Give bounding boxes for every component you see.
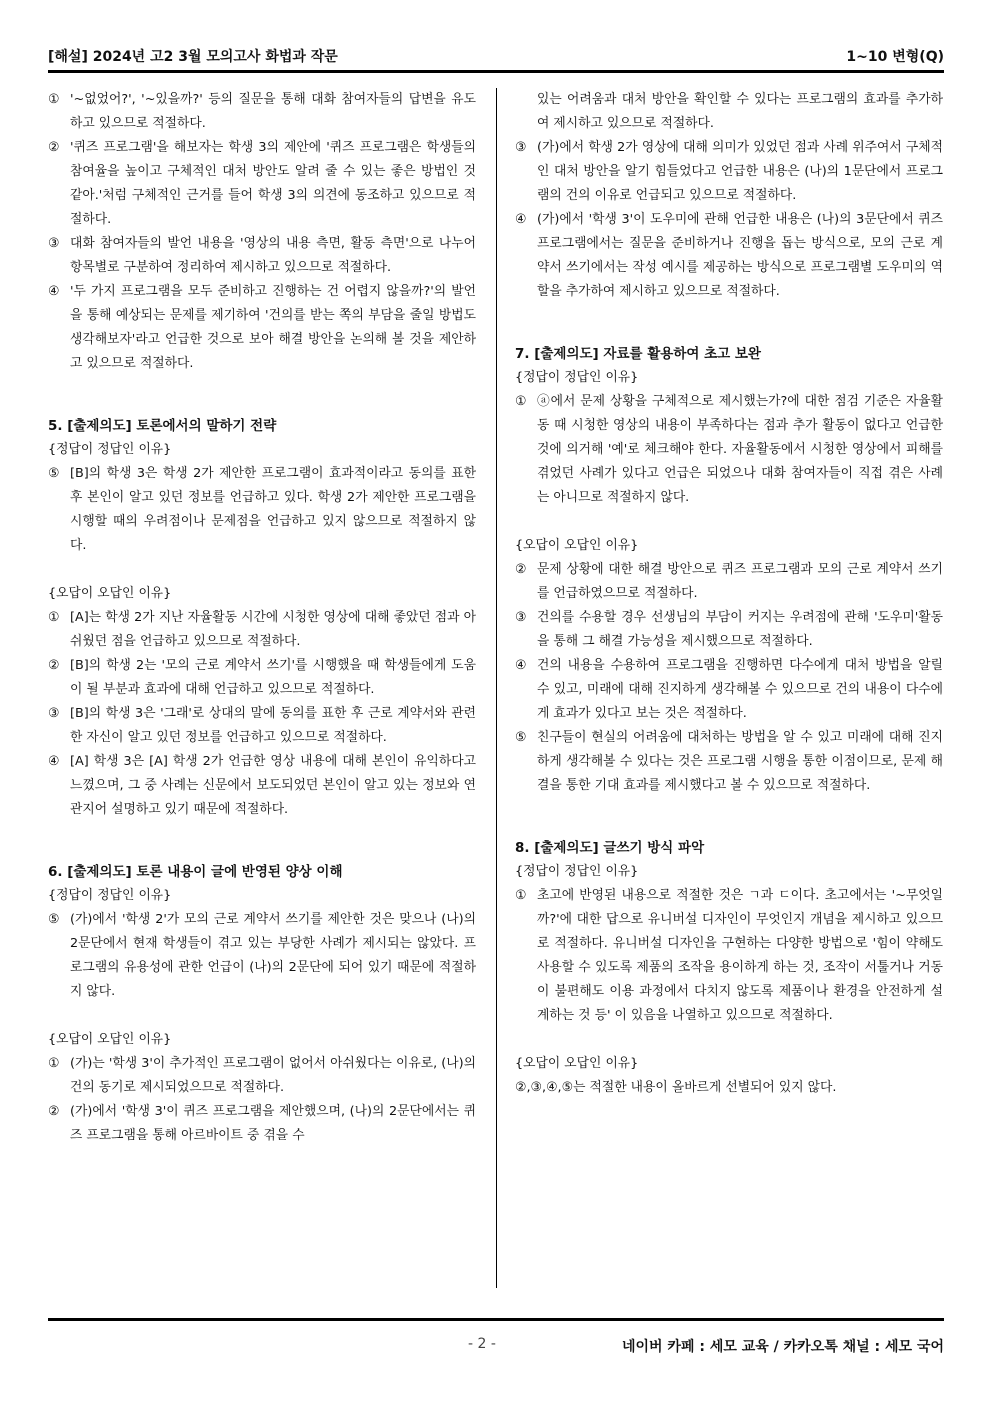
- list-item: ③ 건의를 수용할 경우 선생님의 부담이 커지는 우려점에 관해 '도우미'활동을 통해 그 해결 가능성을 제시했으므로 적절하다.: [515, 610, 943, 649]
- list-item: ③ 대화 참여자들의 발언 내용을 '영상의 내용 측면, 활동 측면'으로 나누어 항목별로 구분하여 정리하여 제시하고 있으므로 적절하다.: [48, 236, 476, 275]
- column-divider: [496, 88, 497, 1288]
- list-item: ② (가)에서 '학생 3'이 퀴즈 프로그램을 제안했으며, (나)의 2문단에서는 퀴즈 프로그램을 통해 아르바이트 중 겪을 수: [48, 1104, 476, 1143]
- section-title: 5. [출제의도] 토론에서의 말하기 전략: [48, 418, 277, 434]
- channel-info: 네이버 카페 : 세모 교육 / 카카오톡 채널 : 세모 국어: [621, 1339, 944, 1355]
- page-header: [48, 40, 944, 68]
- header-rule: [48, 70, 944, 73]
- page-number: - 2 -: [468, 1336, 496, 1352]
- section-title: 6. [출제의도] 토론 내용이 글에 반영된 양상 이해: [48, 864, 343, 880]
- subheading: {오답이 오답인 이유}: [48, 1032, 172, 1047]
- subheading: {정답이 정답인 이유}: [48, 442, 172, 457]
- left-column: [48, 88, 476, 1148]
- list-item: ① '~없었어?', '~있을까?' 등의 질문을 통해 대화 참여자들의 답변을 유도하고 있으므로 적절하다.: [48, 92, 476, 131]
- footer-rule: [48, 1318, 944, 1321]
- list-item: ① [A]는 학생 2가 지난 자율활동 시간에 시청한 영상에 대해 좋았던 점과 아쉬웠던 점을 언급하고 있으므로 적절하다.: [48, 610, 476, 649]
- list-item: ⑤ [B]의 학생 3은 학생 2가 제안한 프로그램이 효과적이라고 동의를 표한 후 본인이 알고 있던 정보를 언급하고 있다. 학생 2가 제안한 프로그램을 시행할 때의 우려점이나 문제점을 언급하고 있지 않으므로 적절하지 않다.: [48, 466, 476, 553]
- list-item: ① ⓐ에서 문제 상황을 구체적으로 제시했는가?에 대한 점검 기준은 자율활동 때 시청한 영상의 내용이 부족하다는 점과 추가 활동이 없다고 언급한 것에 의거해 '예'로 체크해야 한다. 자율활동에서 시청한 영상에서 피해를 겪었던 사례가 있다고 언급은 되었으나 대화 참여자들이 직접 겪은 사례는 아니므로 적절하지 않다.: [515, 394, 943, 505]
- wrong-answer-note: ②,③,④,⑤는 적절한 내용이 올바르게 선별되어 있지 않다.: [515, 1080, 837, 1095]
- page-footer: [48, 1336, 944, 1360]
- list-item: ④ 건의 내용을 수용하여 프로그램을 진행하면 다수에게 대처 방법을 알릴 수 있고, 미래에 대해 진지하게 생각해볼 수 있으므로 건의 내용이 다수에게 효과가 있다고 보는 것은 적절하다.: [515, 658, 943, 721]
- list-item: ④ '두 가지 프로그램을 모두 준비하고 진행하는 건 어렵지 않을까?'의 발언을 통해 예상되는 문제를 제기하여 '건의를 받는 쪽의 부담을 줄일 방법도 생각해보자'라고 언급한 것으로 보아 해결 방안을 논의해 볼 것을 제안하고 있으므로 적절하다.: [48, 284, 476, 371]
- subheading: {오답이 오답인 이유}: [515, 538, 639, 553]
- subheading: {오답이 오답인 이유}: [48, 586, 172, 601]
- list-item: ③ [B]의 학생 3은 '그래'로 상대의 말에 동의를 표한 후 근로 계약서와 관련한 자신이 알고 있던 정보를 언급하고 있으므로 적절하다.: [48, 706, 476, 745]
- question-range: 1~10 변형(Q): [846, 49, 944, 65]
- continued-text: 있는 어려움과 대처 방안을 확인할 수 있다는 프로그램의 효과를 추가하여 제시하고 있으므로 적절하다.: [537, 92, 943, 131]
- subheading: {정답이 정답인 이유}: [48, 888, 172, 903]
- list-item: ① 초고에 반영된 내용으로 적절한 것은 ㄱ과 ㄷ이다. 초고에서는 '~무엇일까?'에 대한 답으로 유니버설 디자인이 무엇인지 개념을 제시하고 있으므로 적절하다. 유니버설 디자인을 구현하는 다양한 방법으로 '힘이 약해도 사용할 수 있도록 제품의 조작을 용이하게 하는 것, 조작이 서툴거나 거동이 불편해도 이용 과정에서 다치지 않도록 제품이나 환경을 안전하게 설계하는 것 등' 이 있음을 나열하고 있으므로 적절하다.: [515, 888, 943, 1023]
- list-item: ② [B]의 학생 2는 '모의 근로 계약서 쓰기'를 시행했을 때 학생들에게 도움이 될 부분과 효과에 대해 언급하고 있으므로 적절하다.: [48, 658, 476, 697]
- subheading: {오답이 오답인 이유}: [515, 1056, 639, 1071]
- section-title: 7. [출제의도] 자료를 활용하여 초고 보완: [515, 346, 761, 362]
- subheading: {정답이 정답인 이유}: [515, 864, 639, 879]
- section-title: 8. [출제의도] 글쓰기 방식 파악: [515, 840, 705, 856]
- list-item: ④ (가)에서 '학생 3'이 도우미에 관해 언급한 내용은 (나)의 3문단에서 퀴즈 프로그램에서는 질문을 준비하거나 진행을 돕는 방식으로, 모의 근로 계약서 쓰기에서는 작성 예시를 제공하는 방식으로 프로그램별 도우미의 역할을 추가하여 제시하고 있으므로 적절하다.: [515, 212, 943, 299]
- document-title: [해설] 2024년 고2 3월 모의고사 화법과 작문: [48, 49, 338, 65]
- list-item: ② '퀴즈 프로그램'을 해보자는 학생 3의 제안에 '퀴즈 프로그램은 학생들의 참여율을 높이고 구체적인 대처 방안도 알려 줄 수 있는 좋은 방법인 것 같아.'처럼 구체적인 근거를 들어 학생 3의 의견에 동조하고 있으므로 적절하다.: [48, 140, 476, 227]
- list-item: ⑤ 친구들이 현실의 어려움에 대처하는 방법을 알 수 있고 미래에 대해 진지하게 생각해볼 수 있다는 것은 프로그램 시행을 통한 이점이므로, 문제 해결을 통한 기대 효과를 제시했다고 볼 수 있으므로 적절하다.: [515, 730, 943, 793]
- sec4-answer-list: [48, 88, 476, 376]
- right-column: [515, 88, 943, 1100]
- list-item: ③ (가)에서 학생 2가 영상에 대해 의미가 있었던 점과 사례 위주여서 구체적인 대처 방안을 알기 힘들었다고 언급한 내용은 (나)의 1문단에서 프로그램의 건의 이유로 언급되고 있으므로 적절하다.: [515, 140, 943, 203]
- list-item: ④ [A] 학생 3은 [A] 학생 2가 언급한 영상 내용에 대해 본인이 유익하다고 느꼈으며, 그 중 사례는 신문에서 보도되었던 본인이 알고 있는 정보와 연관지어 설명하고 있기 때문에 적절하다.: [48, 754, 476, 817]
- subheading: {정답이 정답인 이유}: [515, 370, 639, 385]
- list-item: ① (가)는 '학생 3'이 추가적인 프로그램이 없어서 아쉬웠다는 이유로, (나)의 건의 동기로 제시되었으므로 적절하다.: [48, 1056, 476, 1095]
- list-item: ⑤ (가)에서 '학생 2'가 모의 근로 계약서 쓰기를 제안한 것은 맞으나 (나)의 2문단에서 현재 학생들이 겪고 있는 부당한 사례가 제시되는 않았다. 프로그램의 유용성에 관한 언급이 (나)의 2문단에 되어 있기 때문에 적절하지 않다.: [48, 912, 476, 999]
- list-item: ② 문제 상황에 대한 해결 방안으로 퀴즈 프로그램과 모의 근로 계약서 쓰기를 언급하였으므로 적절하다.: [515, 562, 943, 601]
